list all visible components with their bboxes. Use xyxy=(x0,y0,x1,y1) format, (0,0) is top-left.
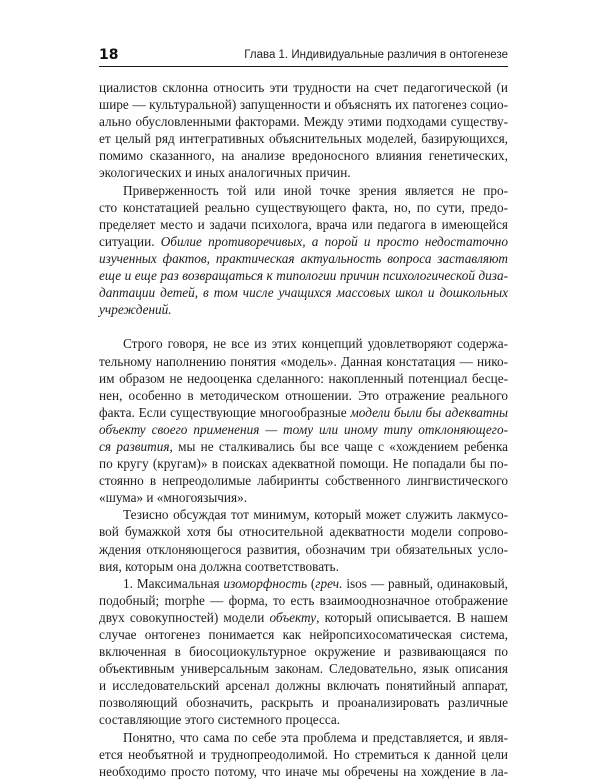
text-run: ально обусловленными факторами. Между этими подходами существу- xyxy=(99,114,508,130)
text-line xyxy=(99,353,508,370)
text-line xyxy=(99,216,508,233)
text-run: стоянно в непреодолимые лабиринты собственного лингвистического xyxy=(99,473,508,489)
text-run: и исследовательский арсенал должны включать понятийный аппарат, xyxy=(99,678,508,694)
text-line xyxy=(99,575,508,592)
italic-text: Обилие противоречивых, а порой и просто недостаточно xyxy=(160,233,508,249)
text-line xyxy=(99,643,508,660)
text-run: позволяющий обозначить, раскрыть и проанализировать различные xyxy=(99,695,508,711)
text-run: нен, особенно в методическом отношении. Это отражение реального xyxy=(99,387,508,403)
text-line xyxy=(99,506,508,523)
text-line xyxy=(99,541,508,558)
text-line xyxy=(99,455,508,472)
text-line xyxy=(99,746,508,763)
text-run: факта. Если существующие многообразные xyxy=(99,404,351,420)
text-line xyxy=(99,404,508,421)
text-line xyxy=(99,711,508,728)
italic-text: греч. xyxy=(315,575,343,591)
text-line xyxy=(99,660,508,677)
text-run: подобный; morphe — форма, то есть взаимооднозначное отображение xyxy=(99,592,508,608)
text-run: вия, которым она должна соответствовать. xyxy=(99,558,339,574)
text-run: случае онтогенез понимается как нейропсихосоматическая система, xyxy=(99,627,508,642)
text-line xyxy=(99,763,508,780)
text-line xyxy=(99,523,508,540)
text-line xyxy=(99,96,508,113)
text-line xyxy=(99,592,508,609)
text-line xyxy=(99,370,508,387)
text-line xyxy=(99,472,508,489)
text-line xyxy=(99,284,508,301)
text-run: необходимо просто потому, что иначе мы обречены на хождение в ла- xyxy=(99,763,508,779)
text-run: , который описывается. В нашем xyxy=(316,609,508,625)
text-run: ждения отклоняющегося развития, обозначим три обязательных усло- xyxy=(99,541,508,557)
text-line xyxy=(99,438,508,455)
text-line xyxy=(99,147,508,164)
text-run: вой бумажкой хотя бы относительной адекватности модели сопрово- xyxy=(99,524,508,540)
text-run: 1. Максимальная xyxy=(123,575,224,591)
text-run: шире — культуральной) запущенности и объяснять их патогенез социо- xyxy=(99,97,508,113)
italic-text: даптации детей, в том числе учащихся массовых школ и дошкольных xyxy=(99,285,508,301)
text-line xyxy=(99,199,508,216)
italic-text: объекту своего применения — тому или иному типу отклоняющего- xyxy=(99,421,508,437)
text-run: циалистов склонна относить эти трудности на счет педагогической (и xyxy=(99,80,508,95)
text-run: пределяет место и задачи психолога, врача или педагога в имеющейся xyxy=(99,216,508,232)
text-run: , мы не сталкивались бы все чаще с «хождением ребенка xyxy=(169,438,508,454)
text-run: Тезисно обсуждая тот минимум, который может служить лакмусо- xyxy=(123,507,508,523)
text-run: тельному наполнению понятия «модель». Данная констатация — нико- xyxy=(99,353,508,369)
text-line xyxy=(99,626,508,643)
text-line xyxy=(99,677,508,694)
text-line xyxy=(99,421,508,438)
italic-text: учреждений. xyxy=(99,302,172,318)
text-run: ( xyxy=(307,575,316,591)
text-run: экологических и иных аналогичных причин. xyxy=(99,165,351,181)
text-line xyxy=(99,558,508,575)
text-line xyxy=(99,609,508,626)
text-line xyxy=(99,489,508,506)
italic-text: изученных фактов, практическая актуальность вопроса заставляют xyxy=(99,250,508,266)
italic-text: ся развития xyxy=(99,438,170,454)
text-run: «шума» и «многоязычия». xyxy=(99,490,248,506)
text-line xyxy=(99,301,508,318)
text-run: им образом не недооценка сделанного: накопленный потенциал бесце- xyxy=(99,370,508,386)
italic-text: объекту xyxy=(269,609,317,625)
text-run: Приверженность той или иной точке зрения является не про- xyxy=(123,182,508,198)
text-run: включенная в биосоциокультурное окружение и развивающаяся по xyxy=(99,644,508,660)
text-run: ется необъятной и труднопреодолимой. Но стремиться к данной цели xyxy=(99,746,508,762)
text-run: составляющие этого системного процесса. xyxy=(99,712,341,728)
text-line xyxy=(99,164,508,181)
italic-text: модели были бы адекватны xyxy=(350,404,509,420)
text-line xyxy=(99,387,508,404)
text-line xyxy=(99,250,508,267)
text-line xyxy=(99,79,508,96)
text-line xyxy=(99,729,508,746)
text-run: сто констатацией реально существующего факта, но, по сути, предо- xyxy=(99,199,508,215)
text-run: объективным универсальным законам. Следовательно, язык описания xyxy=(99,661,508,677)
text-run: isos — равный, одинаковый, xyxy=(342,575,508,591)
page-header xyxy=(99,46,508,67)
text-line xyxy=(99,182,508,199)
text-line xyxy=(99,233,508,250)
text-run: по кругу (кругам)» в поисках адекватной помощи. Не попадали бы по- xyxy=(99,456,508,472)
text-line xyxy=(99,113,508,130)
text-run: двух совокупностей) модели xyxy=(99,609,270,625)
body-text xyxy=(99,79,508,780)
text-line xyxy=(99,694,508,711)
italic-text: еще и еще раз возвращаться к типологии причин психологической диза- xyxy=(99,268,508,284)
page-number: 18 xyxy=(99,47,119,63)
running-head: Глава 1. Индивидуальные различия в онтогенезе xyxy=(244,49,508,61)
text-line xyxy=(99,130,508,147)
text-line xyxy=(99,335,508,352)
text-run: помимо сказанного, на анализе вредоносного влияния генетических, xyxy=(99,148,508,164)
text-run: ситуации. xyxy=(99,233,161,249)
italic-text: изоморфность xyxy=(223,575,307,591)
text-run: Понятно, что сама по себе эта проблема и представляется, и явля- xyxy=(123,729,508,745)
text-run: Строго говоря, не все из этих концепций удовлетворяют содержа- xyxy=(123,336,508,352)
text-line xyxy=(99,267,508,284)
text-run: ет целый ряд интегративных объяснительных моделей, базирующихся, xyxy=(99,131,508,147)
